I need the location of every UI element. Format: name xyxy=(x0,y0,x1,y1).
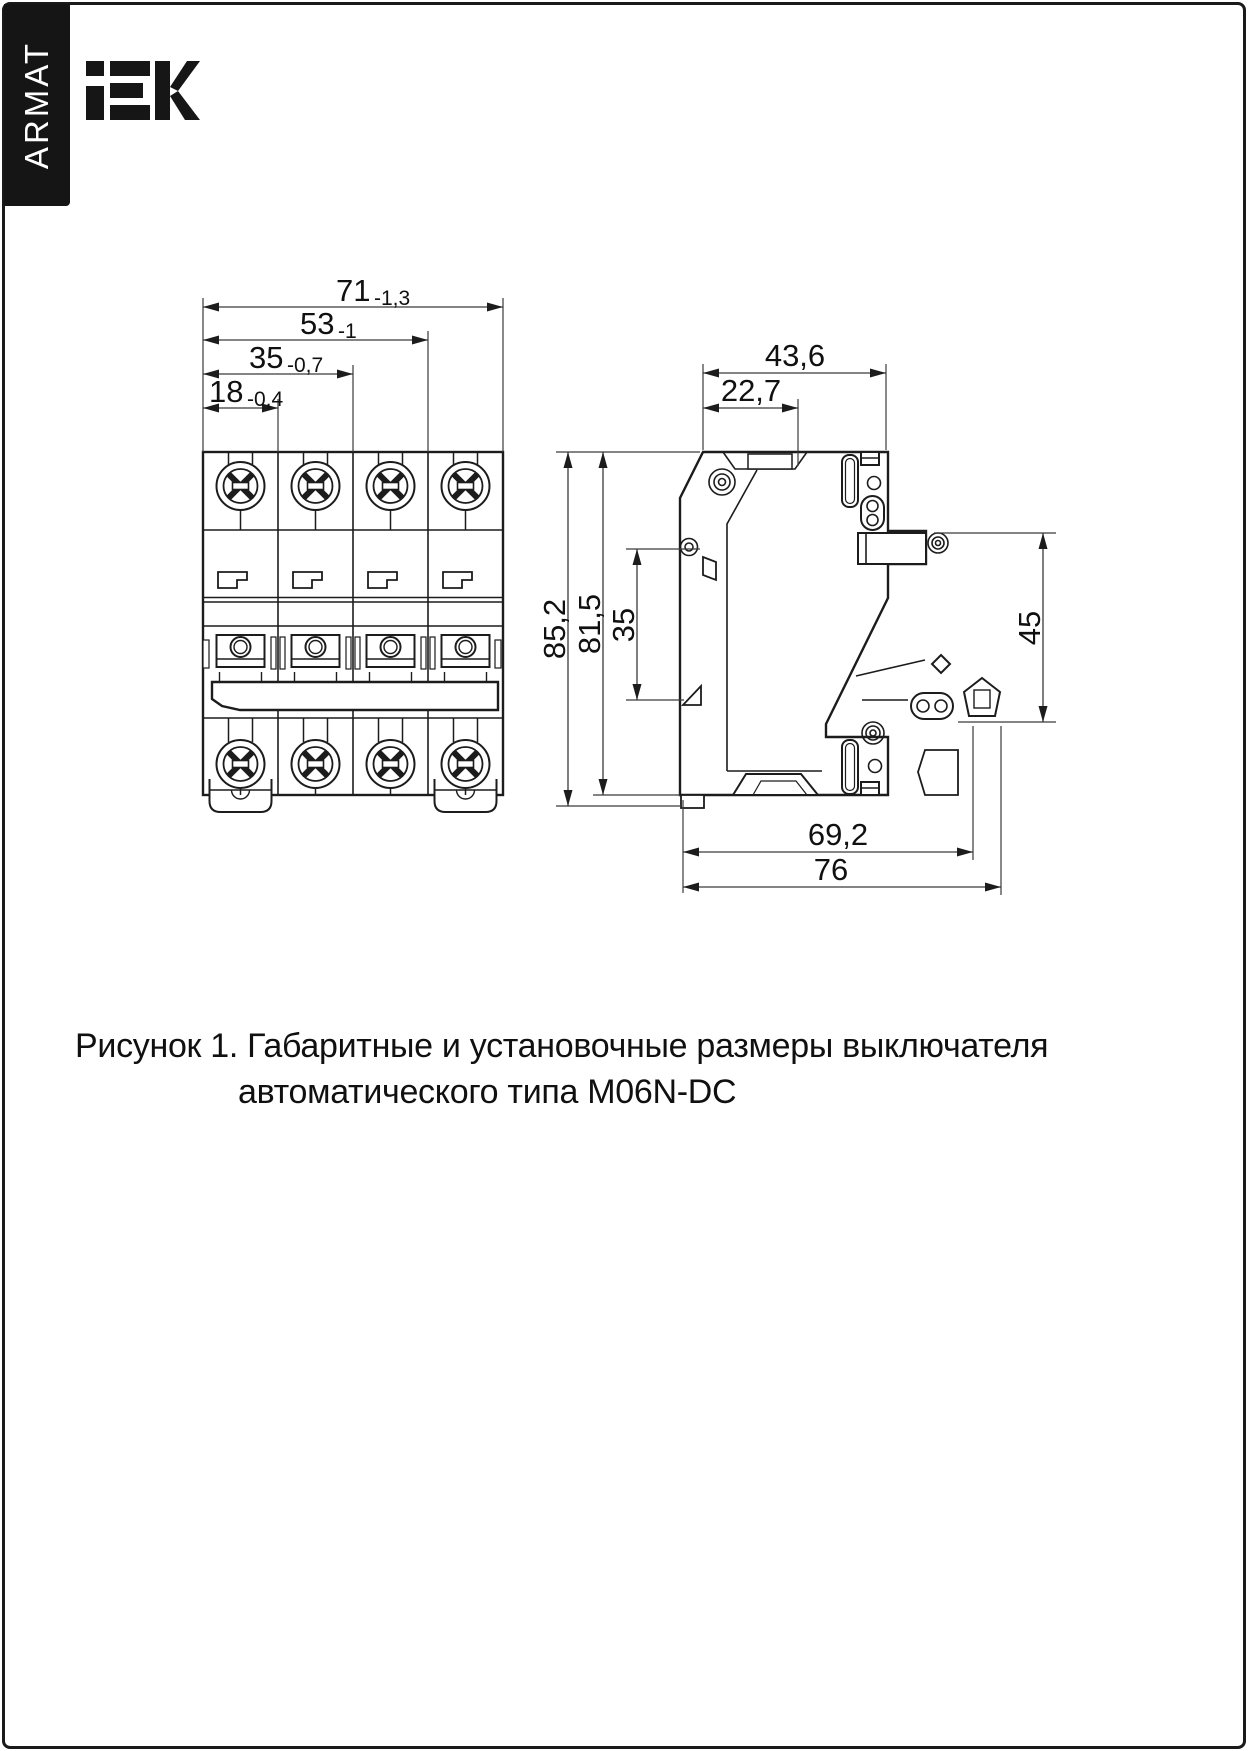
figure-caption-line1: Рисунок 1. Габаритные и установочные размеры выключателя xyxy=(75,1027,1049,1065)
front-dimensions xyxy=(203,273,503,452)
front-dim-71-value: 71 xyxy=(336,273,371,308)
side-dim-height-body: 81,5 xyxy=(572,593,607,655)
side-dim-rail: 45 xyxy=(1012,610,1047,646)
din-groove-upper-lip xyxy=(703,557,716,580)
front-toggle-handle-bar xyxy=(212,682,498,710)
side-dim-height-overall: 85,2 xyxy=(537,598,572,660)
front-dim-18-tolerance: -0,4 xyxy=(247,388,284,411)
side-dim-din-groove: 35 xyxy=(606,607,641,643)
front-dim-35-tolerance: -0,7 xyxy=(287,354,324,377)
figure-caption xyxy=(75,1024,1048,1114)
latch-square-hole xyxy=(932,655,950,673)
latch-spring-clip xyxy=(918,750,958,795)
latch-screw-head xyxy=(964,678,1000,716)
figure-caption-line2: автоматического типа M06N-DC xyxy=(238,1073,737,1111)
side-dim-handle-offset: 22,7 xyxy=(720,373,782,408)
front-dim-53-value: 53 xyxy=(300,306,335,341)
side-body-outline xyxy=(680,452,926,795)
side-dim-top-width: 43,6 xyxy=(764,338,826,373)
front-dim-35-value: 35 xyxy=(249,340,284,375)
front-dim-53-tolerance: -1 xyxy=(338,320,357,343)
front-dim-71-tolerance: -1,3 xyxy=(374,287,411,310)
side-rail-block xyxy=(858,533,948,564)
front-dim-18-value: 18 xyxy=(209,374,244,409)
brand-vertical-label: ARMAT xyxy=(18,40,55,170)
side-dim-depth-inner: 69,2 xyxy=(807,817,869,852)
side-bottom-foot xyxy=(681,795,704,808)
side-dim-depth-overall: 76 xyxy=(813,852,849,887)
side-view xyxy=(537,338,1056,895)
front-view xyxy=(203,273,503,812)
